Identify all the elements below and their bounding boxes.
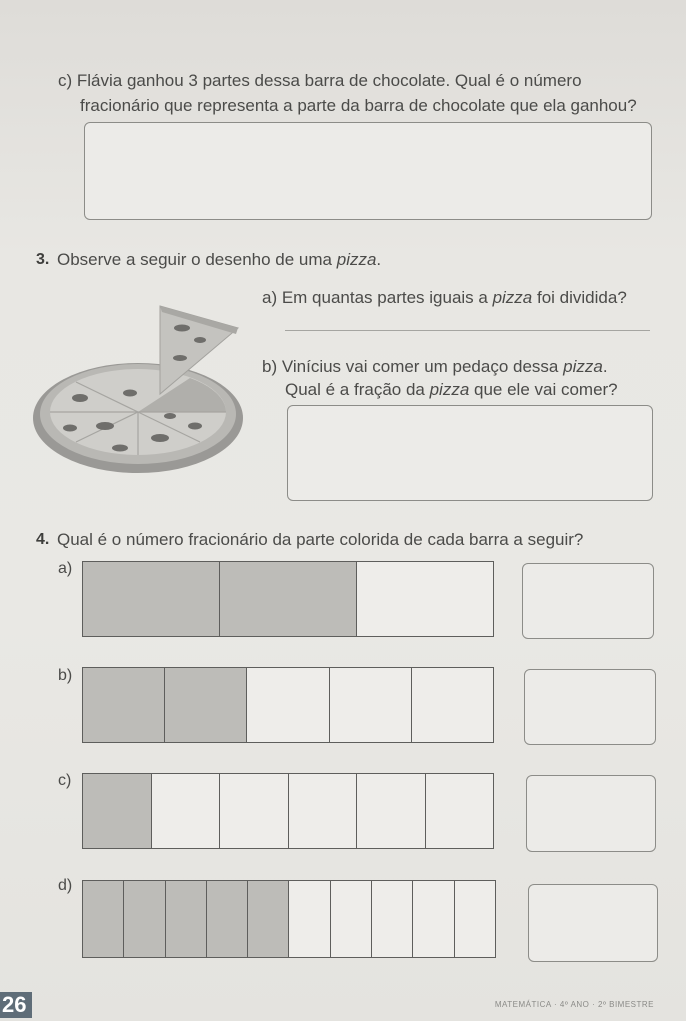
q4d-answer-box[interactable] (528, 884, 658, 962)
uncolored-part (247, 668, 329, 742)
uncolored-part (330, 668, 412, 742)
uncolored-part (220, 774, 289, 848)
q4d-fraction-bar (82, 880, 496, 958)
q3-number: 3. (36, 251, 50, 268)
pizza-illustration (10, 298, 250, 488)
colored-part (166, 881, 207, 957)
q4-number: 4. (36, 531, 50, 548)
uncolored-part (357, 774, 426, 848)
q4d-label: d) (58, 877, 73, 894)
colored-part (83, 774, 152, 848)
q3a-answer-line[interactable] (285, 330, 650, 331)
uncolored-part (289, 881, 330, 957)
q3-prompt: Observe a seguir o desenho de uma pizza. (57, 250, 382, 269)
q4a-answer-box[interactable] (522, 563, 654, 639)
colored-part (165, 668, 247, 742)
footer-text: MATEMÁTICA · 4º ANO · 2º BIMESTRE (494, 1000, 654, 1009)
q4a-label: a) (58, 560, 73, 577)
q2c-line2: fracionário que representa a parte da barra de chocolate que ela ganhou? (80, 96, 637, 115)
colored-part (83, 562, 220, 636)
uncolored-part (289, 774, 358, 848)
colored-part (83, 881, 124, 957)
q3a-question: a) Em quantas partes iguais a pizza foi dividida? (262, 288, 627, 307)
uncolored-part (357, 562, 493, 636)
colored-part (83, 668, 165, 742)
uncolored-part (372, 881, 413, 957)
page-number: 26 (0, 992, 32, 1018)
q3b-question-line2: Qual é a fração da pizza que ele vai comer? (285, 380, 618, 399)
q4c-label: c) (58, 772, 72, 789)
q2c-answer-box[interactable] (84, 122, 652, 220)
q4c-fraction-bar (82, 773, 494, 849)
q4c-answer-box[interactable] (526, 775, 656, 852)
q3b-answer-box[interactable] (287, 405, 653, 501)
colored-part (248, 881, 289, 957)
q2c-line1: c) Flávia ganhou 3 partes dessa barra de chocolate. Qual é o número (58, 71, 582, 90)
uncolored-part (455, 881, 495, 957)
uncolored-part (413, 881, 454, 957)
q3b-question-line1: b) Vinícius vai comer um pedaço dessa pizza. (262, 357, 608, 376)
q4b-answer-box[interactable] (524, 669, 656, 745)
uncolored-part (426, 774, 494, 848)
uncolored-part (412, 668, 493, 742)
colored-part (124, 881, 165, 957)
colored-part (207, 881, 248, 957)
q4b-label: b) (58, 667, 73, 684)
q4b-fraction-bar (82, 667, 494, 743)
colored-part (220, 562, 357, 636)
uncolored-part (331, 881, 372, 957)
q4a-fraction-bar (82, 561, 494, 637)
uncolored-part (152, 774, 221, 848)
q4-prompt: Qual é o número fracionário da parte colorida de cada barra a seguir? (57, 530, 584, 549)
